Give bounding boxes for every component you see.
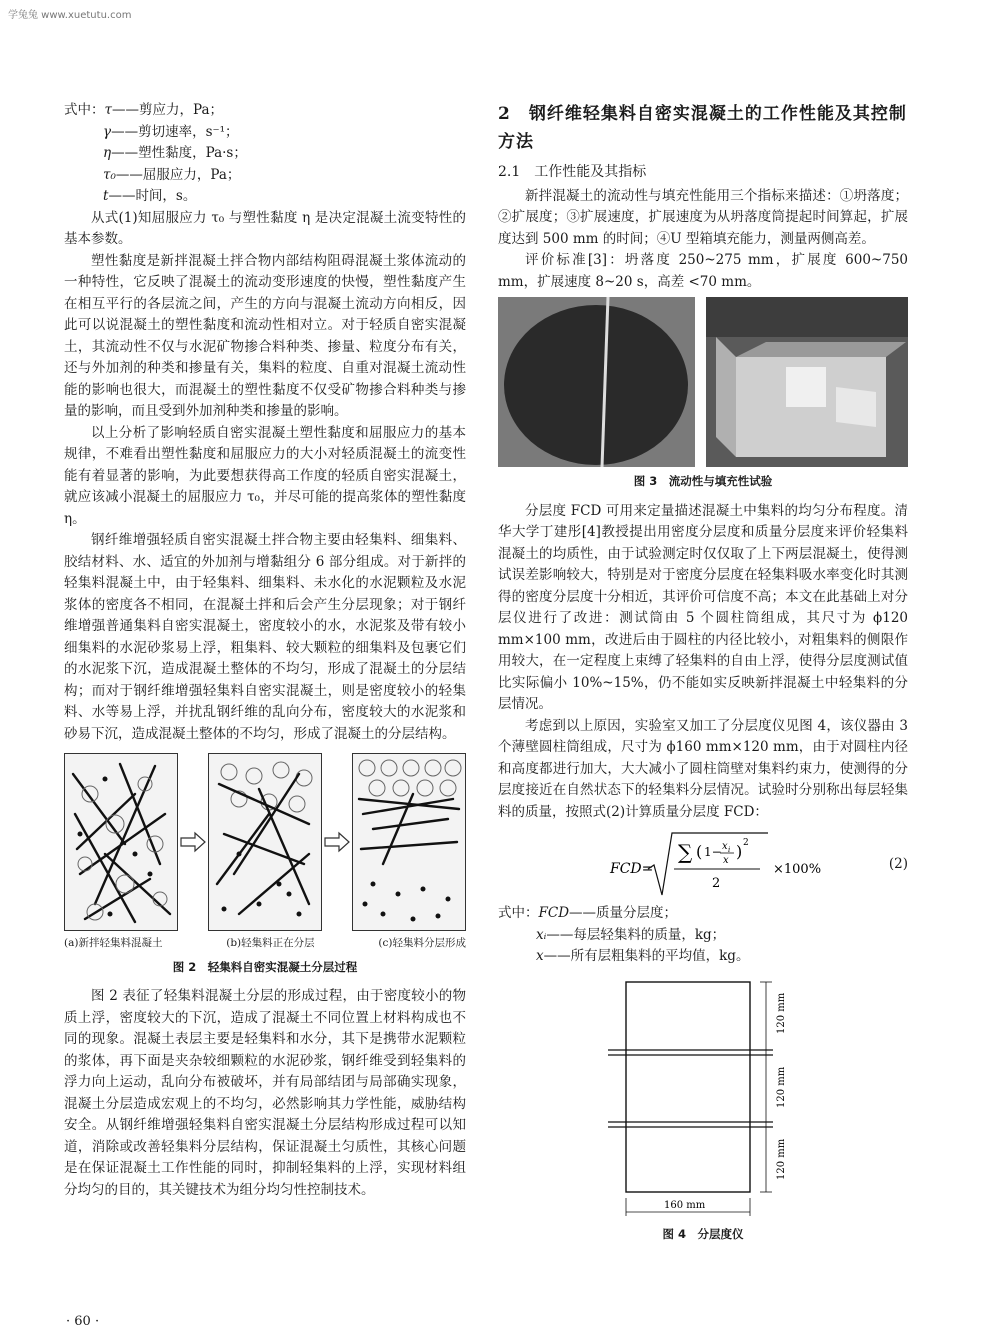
figure-3 [498, 297, 908, 467]
svg-text:FCD=: FCD= [610, 861, 654, 877]
svg-text:∑: ∑ [678, 840, 693, 864]
fig2-panel-c [352, 753, 466, 931]
fig4-dim-label: 120 mm [776, 1066, 787, 1108]
figure-4 [498, 972, 908, 1222]
def-row: t——时间，s。 [103, 188, 197, 204]
page-number: · 60 · [66, 1314, 100, 1329]
paragraph: 塑性黏度是新拌混凝土拌合物内部结构阻碍混凝土浆体流动的一种特性，它反映了混凝土的流动变形速度的快慢，塑性黏度产生在相互平行的各层流之间，产生的方向与混凝土流动方向相反，因此可以说混凝土的塑性黏度和流动性相对立。对于轻质自密实混凝土，其流动性不仅与水泥矿物掺合料种类、掺量、粒度分布有关，还与外加剂的种类和掺量有关，集料的粒度、自重对混凝土流动性能的影响也很大，而混凝土的塑性黏度不仅受矿物掺合料种类与掺量的影响，而且受到外加剂种类和掺量的影响。 [64, 252, 466, 419]
fig4-dim-label: 120 mm [776, 1138, 787, 1180]
fig2-sublabels: (a)新拌轻集料混凝土 (b)轻集料正在分层 (c)轻集料分层形成 [64, 937, 466, 949]
svg-text:i: i [728, 846, 731, 854]
def-row: 式中：FCD——质量分层度； [498, 905, 678, 921]
equation-number: (2) [888, 856, 908, 873]
symbol-definitions [498, 903, 908, 968]
svg-text:(: ( [696, 842, 703, 861]
svg-text:2: 2 [712, 876, 721, 891]
right-column [498, 100, 908, 1253]
svg-text:): ) [736, 842, 743, 861]
symbol-definitions [64, 100, 466, 208]
equation-2 [498, 829, 908, 901]
def-row: xᵢ——每层轻集料的质量，kg； [536, 926, 726, 943]
figure-caption: 图 2 轻集料自密实混凝土分层过程 [172, 959, 358, 974]
paragraph: 从式(1)知屈服应力 τ₀ 与塑性黏度 η 是决定混凝土流变特性的基本参数。 [64, 209, 466, 247]
svg-text:x: x [723, 855, 729, 866]
slump-flow-photo [498, 297, 695, 467]
figure-2 [64, 753, 466, 931]
paragraph: 新拌混凝土的流动性与填充性能用三个指标来描述：①坍落度；②扩展度；③扩展速度，扩展速度为从坍落度筒提起时间算起，扩展度达到 500 mm 的时间；④U 型箱填充能力，测量两侧高差。 [498, 187, 908, 247]
fig2-panel-b [208, 753, 322, 931]
svg-text:1−: 1− [704, 845, 722, 859]
paragraph: 评价标准[3]：坍落度 250~275 mm，扩展度 600~750 mm，扩展速度 8~20 s，高差 <70 mm。 [498, 252, 908, 290]
def-row: 式中：τ——剪应力，Pa； [64, 102, 223, 118]
left-column [64, 100, 466, 1201]
arrow-icon [324, 832, 350, 852]
def-row: x——所有层粗集料的平均值，kg。 [536, 948, 750, 964]
subsection-title: 2.1 工作性能及其指标 [498, 164, 647, 180]
fcd-formula [498, 829, 822, 901]
fig4-width-label: 160 mm [664, 1199, 706, 1211]
svg-text:2: 2 [743, 838, 749, 848]
section-title: 2 钢纤维轻集料自密实混凝土的工作性能及其控制方法 [498, 104, 907, 152]
figure-caption: 图 4 分层度仪 [662, 1226, 744, 1241]
def-row: γ——剪切速率，s⁻¹； [103, 123, 239, 140]
paragraph: 考虑到以上原因，实验室又加工了分层度仪见图 4，该仪器由 3 个薄壁圆柱筒组成，尺寸为 ϕ160 mm×120 mm，由于对圆柱内径和高度都进行加大，大大减小了圆柱筒壁对集料约束力，使测得的分层度接近在自然状态下的轻集料分层情况。试验时分别称出每层轻集料的质量，按照式(2)计算质量分层度 FCD： [498, 717, 908, 820]
svg-text:x: x [722, 841, 728, 852]
u-box-photo [706, 297, 908, 467]
paragraph: 以上分析了影响轻质自密实混凝土塑性黏度和屈服应力的基本规律，不难看出塑性黏度和屈服应力的大小对轻质混凝土的流变性能有着显著的影响，为此要想获得高工作度的轻质自密实混凝土，就应该减小混凝土的屈服应力 τ₀，并尽可能的提高浆体的塑性黏度 η。 [64, 424, 466, 527]
def-row: η——塑性黏度，Pa·s； [103, 145, 247, 161]
paragraph: 分层度 FCD 可用来定量描述混凝土中集料的均匀分布程度。清华大学丁建彤[4]教授提出用密度分层度和质量分层度来评价轻集料混凝土的均质性，由于试验测定时仅仅取了上下两层混凝土，使得测试误差影响较大，特别是对于密度分层度在轻集料吸水率变化时其测得的密度分层度十分相近，其评价可信度不高；本文在此基础上对分层仪进行了改进：测试筒由 5 个圆柱筒组成，其尺寸为 ϕ120 mm×100 mm，改进后由于圆柱的内径比较小，对粗集料的侧限作用较大，在一定程度上束缚了轻集料的自由上浮，使得分层度测试值比实际偏小 10%~15%，仍不能如实反映新拌混凝土中轻集料的分层情况。 [498, 502, 908, 712]
watermark: 学兔兔 www.xuetutu.com [8, 10, 132, 21]
fig2-panel-a [64, 753, 178, 931]
fig4-dim-label: 120 mm [776, 992, 787, 1034]
arrow-icon [180, 832, 206, 852]
svg-text:×100%: ×100% [773, 862, 822, 877]
figure-caption: 图 3 流动性与填充性试验 [633, 474, 773, 488]
def-row: τ₀——屈服应力，Pa； [103, 166, 241, 183]
paragraph: 钢纤维增强轻质自密实混凝土拌合物主要由轻集料、细集料、胶结材料、水、适宜的外加剂与增黏组分 6 部分组成。对于新拌的轻集料混凝土中，由于轻集料、细集料、未水化的水泥颗粒及水泥浆体的密度各不相同，在混凝土拌和后会产生分层现象；对于钢纤维增强普通集料自密实混凝土，密度较小的水，水泥浆及带有较小细集料的水泥砂浆易上浮，粗集料、较大颗粒的细集料及包裹它们的水泥浆下沉，造成混凝土整体的不均匀，形成了混凝土的分层结构；而对于钢纤维增强轻集料自密实混凝土，则是密度较小的轻集料、水等易上浮，并扰乱钢纤维的乱向分布，密度较大的水泥浆和砂易下沉，造成混凝土整体的不均匀，形成了混凝土的分层结构。 [64, 532, 466, 742]
paragraph: 图 2 表征了轻集料混凝土分层的形成过程，由于密度较小的物质上浮，密度较大的下沉，造成了混凝土不同位置上材料构成也不同的现象。混凝土表层主要是轻集料和水分，其下是携带水泥颗粒的浆体，再下面是夹杂较细颗粒的水泥砂浆，钢纤维受到轻集料的浮力向上运动，乱向分布被破坏，并有局部结团与局部确实现象，混凝土分层造成宏观上的不均匀，必然影响其力学性能，威胁结构安全。从钢纤维增强轻集料自密实混凝土分层结构形成过程可以知道，消除或改善轻集料分层结构，保证混凝土匀质性，其核心问题是在保证混凝土工作性能的同时，抑制轻集料的上浮，实现材料组分均匀的目的，其关键技术为组分均匀性控制技术。 [64, 988, 466, 1198]
